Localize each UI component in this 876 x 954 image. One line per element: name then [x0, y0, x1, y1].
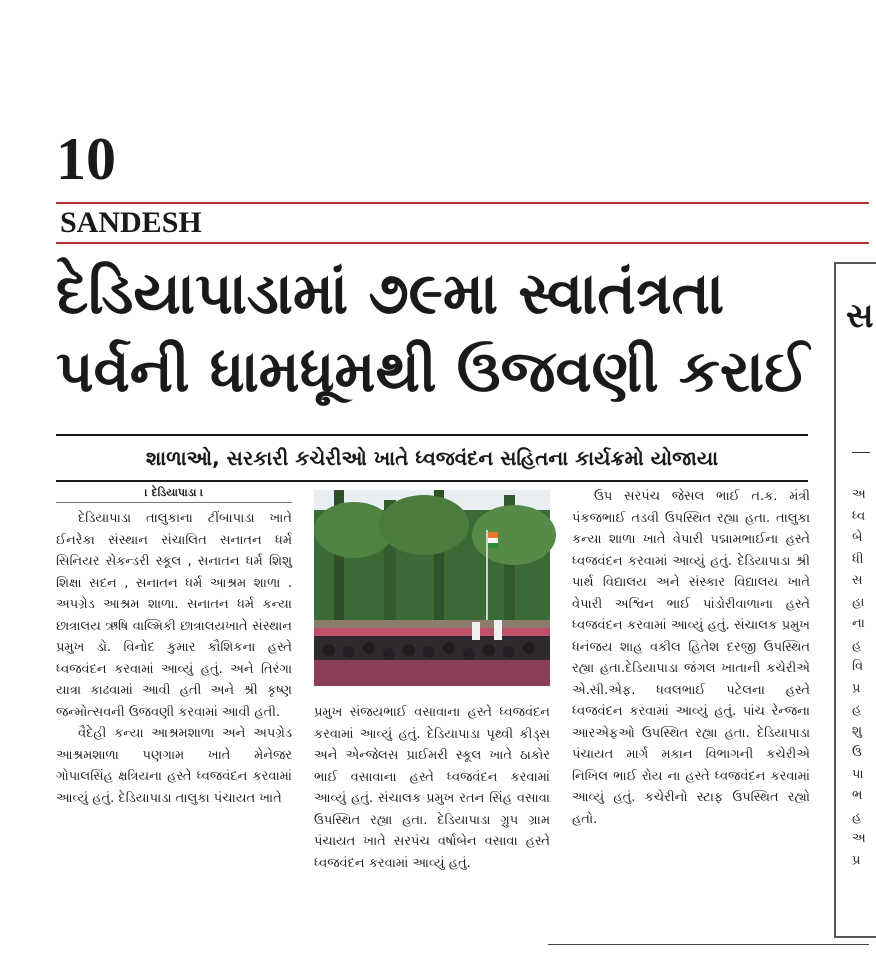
- sidebar-fragment: હ: [852, 637, 862, 653]
- sidebar-fragment: પા: [852, 766, 864, 782]
- article-column-2: [314, 702, 550, 948]
- sidebar-fragment: ના: [852, 616, 865, 631]
- article-headline: [56, 254, 826, 424]
- masthead-divider: [56, 242, 869, 244]
- sidebar-fragment: ભ: [852, 788, 863, 803]
- flag-hoisting-photo-icon: [314, 490, 550, 686]
- sidebar-fragment: શુ: [852, 723, 863, 739]
- sidebar-fragment: ધ્વ: [852, 508, 866, 524]
- sidebar-fragment: ઉ: [852, 745, 862, 760]
- top-divider: [56, 202, 869, 204]
- bottom-divider: [548, 944, 869, 945]
- sidebar-fragment: ધી: [852, 551, 864, 567]
- headline-line-2: પર્વની ધામધૂમથી ઉજવણી કરાઈ: [56, 337, 809, 405]
- column-1-paragraph-1: દેડિયાપાડા તાલુકાના ટીંબાપાડા ખાતે ઈનરેકા સંસ્થાન સંચાલિત સનાતન ધર્મ સિનિયર સેકન્ડરી સ્કૂલ , સનાતન ધર્મ શિશુ શિક્ષા સદન , સનાતન ધર્મ આશ્રમ શાળા . અપગ્રેડ આશ્રમ શાળા. સનાતન ધર્મ કન્યા છાત્રાલય ઋષિ વાલ્મિકી છાત્રાલયખાતે સંસ્થાન પ્રમુખ ડો. વિનોદ કુમાર કૌશિકના હસ્તે ધ્વજવંદન કરવામાં આવ્યું હતું. અને તિરંગા યાત્રા કાઢવામાં આવી હતી અને શ્રી કૃષ્ણ જન્મોત્સવની ઉજવણી કરવામાં આવી હતી.: [56, 511, 292, 720]
- sidebar-fragment: પ્ર: [852, 852, 861, 868]
- page-number: 10: [56, 126, 116, 192]
- article-column-1: [56, 508, 292, 948]
- dateline: । દેડિયાપાડા ।: [56, 486, 292, 503]
- sidebar-fragment: બે: [852, 530, 863, 545]
- adjacent-article-text: [852, 484, 870, 871]
- sidebar-fragment: અ: [852, 487, 866, 502]
- sidebar-fragment: હ: [852, 809, 862, 825]
- sidebar-fragment: વિ: [852, 659, 864, 674]
- adjacent-article-heading: સ: [846, 296, 874, 336]
- newspaper-masthead: SANDESH: [60, 206, 202, 239]
- sidebar-fragment: સ: [852, 573, 863, 588]
- sidebar-fragment: હા: [852, 594, 865, 610]
- subheadline-box: [56, 434, 808, 482]
- sidebar-fragment: અ: [852, 831, 866, 846]
- subheadline: શાળાઓ, સરકારી કચેરીઓ ખાતે ધ્વજવંદન સહિતના કાર્યક્રમો યોજાયા: [145, 446, 719, 470]
- adjacent-article-divider: [852, 452, 870, 453]
- sidebar-fragment: હ: [852, 702, 862, 717]
- column-3-text: ઉપ સરપંચ જેસલ ભાઈ ત.ક. મંત્રી પંકજભાઈ તડવી ઉપસ્થિત રહ્યા હતા. તાલુકા કન્યા શાળા ખાતે વેપારી પદ્મામભાઈના હસ્તે ધ્વજવંદન કરવામાં આવ્યું હતું. દેડિયાપાડા શ્રી પાર્થ વિદ્યાલય અને સંસ્કાર વિદ્યાલય ખાતે વેપારી અશ્વિન ભાઈ પાંડોરીવાળાના હસ્તે ધ્વજવંદન કરવામાં આવ્યું હતું. સંચાલક પ્રમુખ ધનંજય શાહ વકીલ હિતેશ દરજી ઉપસ્થિત રહ્યા હતા.દેડિયાપાડા જંગલ ખાતાની કચેરીએ એ.સી.એફ. ધવલભાઈ પટેલના હસ્તે ધ્વજવંદન કરવામાં આવ્યું હતું. પાંચ રેન્જના આરએફઓ ઉપસ્થિત રહ્યા હતા. દેડિયાપાડા પંચાયત માર્ગ મકાન વિભાગની કચેરીએ નિખિલ ભાઈ રોય ના હસ્તે ધ્વજવંદન કરવામાં આવ્યું હતું. કચેરીનો સ્ટાફ ઉપસ્થિત રહ્યો હતો.: [572, 489, 810, 827]
- article-photo: [314, 490, 550, 686]
- sidebar-fragment: પ્ર: [852, 680, 861, 696]
- headline-line-1: દેડિયાપાડામાં ૭૯મા સ્વાતંત્રતા: [56, 259, 725, 327]
- article-column-3: [572, 486, 810, 948]
- column-2-text: પ્રમુખ સંજયભાઈ વસાવાના હસ્તે ધ્વજવંદન કરવામાં આવ્યું હતું. દેડિયાપાડા પૃથ્વી કીડ્સ અને એન્જેલસ પ્રાઈમરી સ્કૂલ ખાતે ઠાકોર ભાઈ વસાવાના હસ્તે ધ્વજવંદન કરવામાં આવ્યું હતું. સંચાલક પ્રમુખ રતન સિંહ વસાવા ઉપસ્થિત રહ્યા હતા. દેડિયાપાડા ગ્રુપ ગ્રામ પંચાયત ખાતે સરપંચ વર્ષાબેન વસાવા હસ્તે ધ્વજવંદન કરવામાં આવ્યું હતું.: [314, 705, 550, 871]
- column-1-paragraph-2: વૈદેહી કન્યા આશ્રમશાળા અને અપગ્રેડ આશ્રમશાળા પણગામ ખાતે મેનેજર ગોપાલસિંહ ક્ષત્રિયના હસ્તે ધ્વજવંદન કરવામાં આવ્યું હતું. દેડિયાપાડા તાલુકા પંચાયત ખાતે: [56, 726, 292, 806]
